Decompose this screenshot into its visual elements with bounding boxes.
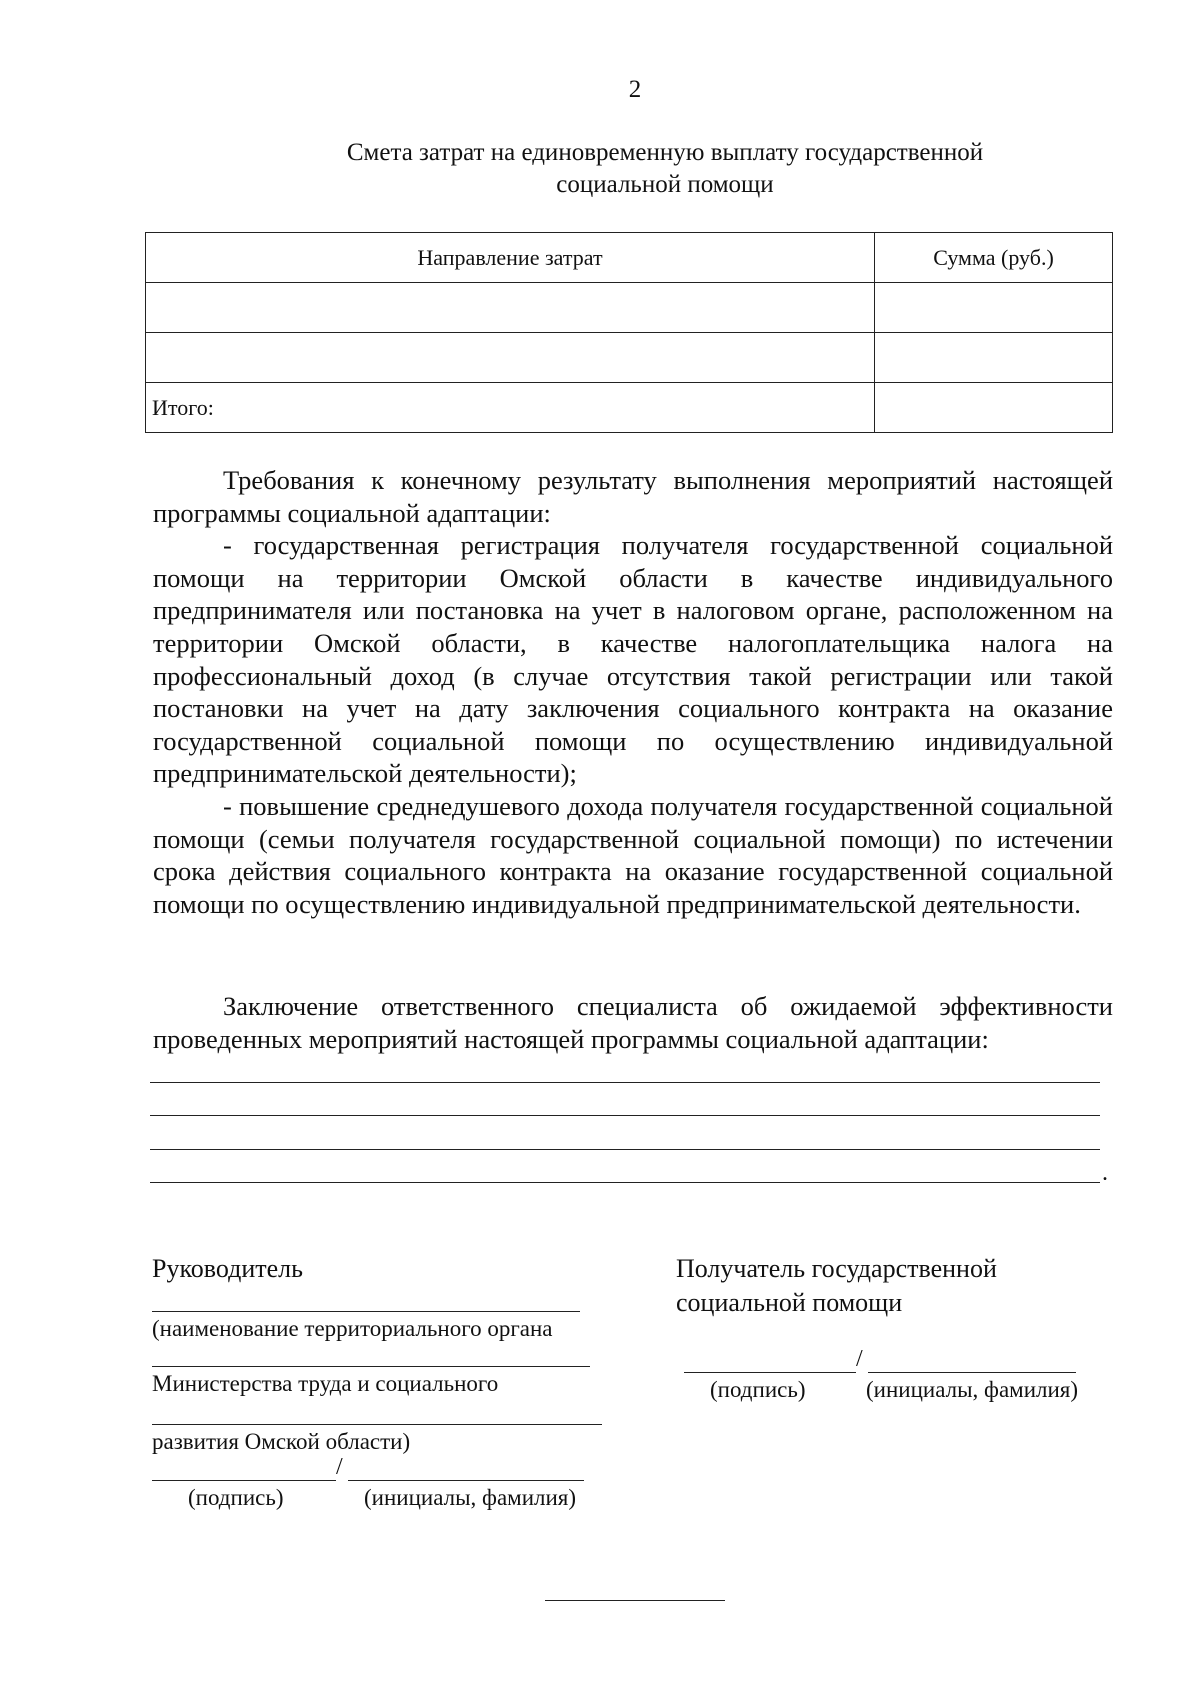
- recipient-signature-caption: (подпись): [710, 1377, 806, 1402]
- conclusion-section: [153, 990, 1113, 1055]
- total-label: Итого:: [146, 383, 875, 433]
- recipient-name-caption: (инициалы, фамилия): [866, 1377, 1079, 1402]
- cost-estimate-table: [145, 232, 1113, 433]
- title-line-2: социальной помощи: [556, 171, 774, 198]
- fill-line: [150, 1149, 1100, 1150]
- organization-name-line: [152, 1311, 580, 1312]
- table-header-row: [146, 233, 1113, 283]
- table-cell-direction: [146, 283, 875, 333]
- table-cell-amount: [875, 283, 1113, 333]
- fill-line: [150, 1115, 1100, 1116]
- fill-line: [150, 1182, 1100, 1183]
- page-number: 2: [628, 76, 642, 103]
- requirements-intro: Требования к конечному результату выполнения мероприятий настоящей программы социальной адаптации:: [153, 465, 1113, 528]
- column-header-direction: Направление затрат: [146, 233, 875, 283]
- head-name-line: [348, 1480, 584, 1481]
- head-signature-slash: /: [336, 1454, 343, 1480]
- column-header-amount: Сумма (руб.): [875, 233, 1113, 283]
- head-signature-caption: (подпись): [188, 1485, 284, 1510]
- table-row: [146, 333, 1113, 383]
- requirements-item-2: - повышение среднедушевого дохода получателя государственной социальной помощи (семьи получателя государственной социальной помощи) по истечении срока действия социального контракта на оказание государственной социальной помощи по осуществлению индивидуальной предпринимательской деятельности.: [153, 790, 1113, 919]
- table-cell-direction: [146, 333, 875, 383]
- organization-caption-line-1: (наименование территориального органа: [152, 1316, 553, 1341]
- head-signature-line: [152, 1480, 336, 1481]
- closing-separator: [545, 1600, 725, 1601]
- organization-caption-line-2: Министерства труда и социального: [152, 1371, 499, 1396]
- total-amount: [875, 383, 1113, 433]
- recipient-name-line: [868, 1372, 1076, 1373]
- recipient-signature-line: [684, 1372, 856, 1373]
- requirements-section: [153, 464, 1113, 920]
- table-cell-amount: [875, 333, 1113, 383]
- requirements-item-1: - государственная регистрация получателя государственной социальной помощи на территории Омской области в качестве индивидуального предпринимателя или постановка на учет в налоговом органе, расположенном на территории Омской области, в качестве налогоплательщика налога на профессиональный доход (в случае отсутствия такой регистрации или такой постановки на учет на дату заключения социального контракта на оказание государственной социальной помощи по осуществлению индивидуальной предпринимательской деятельности);: [153, 530, 1113, 789]
- organization-name-line: [152, 1424, 602, 1425]
- head-name-caption: (инициалы, фамилия): [364, 1485, 577, 1510]
- document-title: [285, 137, 1045, 201]
- recipient-label: [676, 1252, 997, 1320]
- fill-line: [150, 1082, 1100, 1083]
- table-total-row: [146, 383, 1113, 433]
- organization-caption-line-3: развития Омской области): [152, 1429, 411, 1454]
- title-line-1: Смета затрат на единовременную выплату государственной: [346, 139, 984, 166]
- fill-line-end-dot: .: [1102, 1160, 1108, 1186]
- organization-name-line: [152, 1366, 590, 1367]
- table-row: [146, 283, 1113, 333]
- conclusion-text: Заключение ответственного специалиста об ожидаемой эффективности проведенных мероприятий настоящей программы социальной адаптации:: [153, 991, 1113, 1054]
- recipient-label-line-2: социальной помощи: [676, 1288, 903, 1317]
- recipient-signature-slash: /: [856, 1346, 863, 1372]
- head-of-organization-label: Руководитель: [152, 1254, 303, 1283]
- recipient-label-line-1: Получатель государственной: [676, 1254, 997, 1283]
